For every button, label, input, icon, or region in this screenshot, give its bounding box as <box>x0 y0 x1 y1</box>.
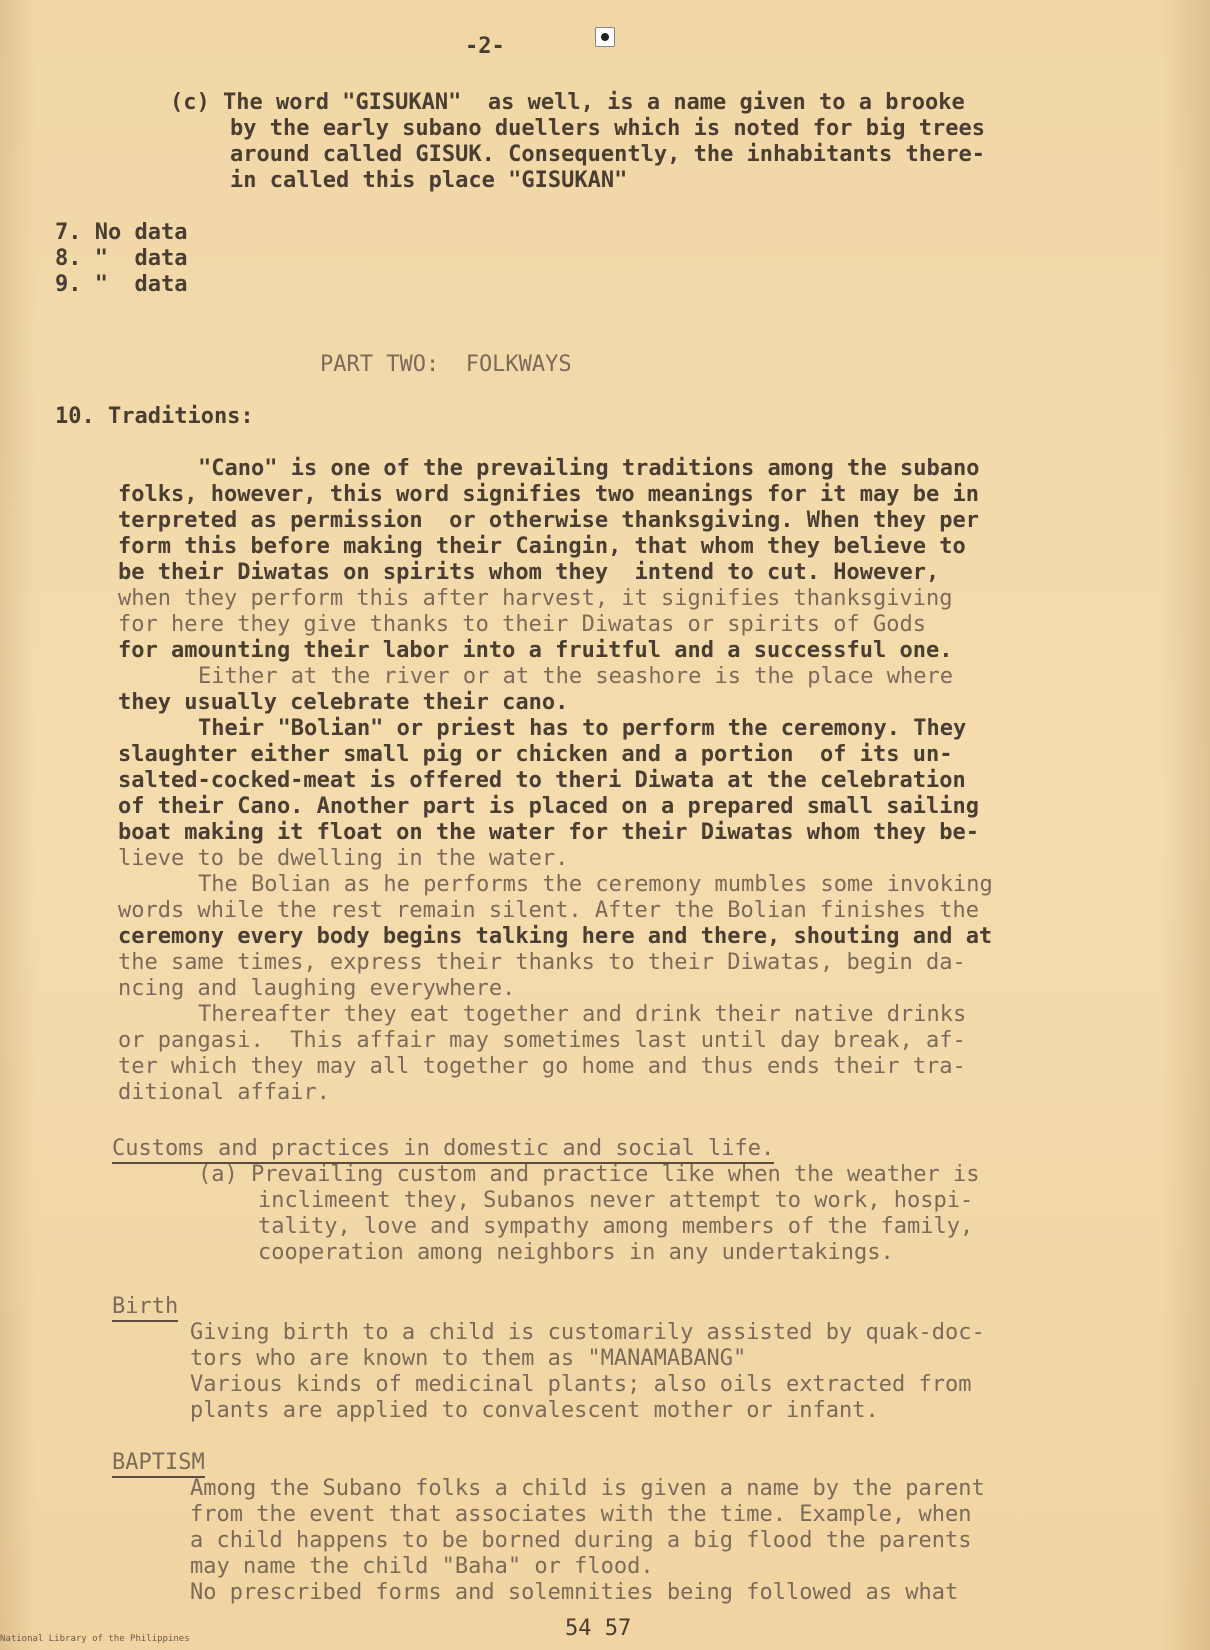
customs-line-1: (a) Prevailing custom and practice like when the weather is <box>198 1162 980 1187</box>
traditions-line-14: of their Cano. Another part is placed on a prepared small sailing <box>118 794 979 819</box>
traditions-line-24: ter which they may all together go home and thus ends their tra- <box>118 1054 966 1079</box>
traditions-line-23: or pangasi. This affair may sometimes last until day break, af- <box>118 1028 966 1053</box>
customs-line-4: cooperation among neighbors in any undertakings. <box>258 1240 894 1265</box>
birth-line-1: Giving birth to a child is customarily assisted by quak-doc- <box>190 1320 985 1345</box>
traditions-line-18: words while the rest remain silent. After the Bolian finishes the <box>118 898 979 923</box>
traditions-line-21: ncing and laughing everywhere. <box>118 976 516 1001</box>
traditions-line-19: ceremony every body begins talking here and there, shouting and at <box>118 924 993 949</box>
baptism-line-4: may name the child "Baha" or flood. <box>190 1554 654 1579</box>
birth-line-3: Various kinds of medicinal plants; also oils extracted from <box>190 1372 972 1397</box>
traditions-heading: 10. Traditions: <box>55 404 254 429</box>
section-c-line-3: around called GISUK. Consequently, the inhabitants there- <box>230 142 985 167</box>
traditions-line-6: when they perform this after harvest, it signifies thanksgiving <box>118 586 953 611</box>
baptism-heading: BAPTISM <box>112 1450 205 1478</box>
traditions-line-5: be their Diwatas on spirits whom they intend to cut. However, <box>118 560 940 585</box>
baptism-line-5: No prescribed forms and solemnities being followed as what <box>190 1580 959 1605</box>
section-c-line-2: by the early subano duellers which is noted for big trees <box>230 116 985 141</box>
customs-line-2: inclimeent they, Subanos never attempt to work, hospi- <box>258 1188 974 1213</box>
item-8: 8. " data <box>55 246 188 271</box>
traditions-line-9: Either at the river or at the seashore is the place where <box>198 664 953 689</box>
traditions-line-10: they usually celebrate their cano. <box>118 690 569 715</box>
traditions-line-7: for here they give thanks to their Diwatas or spirits of Gods <box>118 612 926 637</box>
traditions-line-8: for amounting their labor into a fruitful and a successful one. <box>118 638 953 663</box>
part-title: PART TWO: FOLKWAYS <box>320 352 572 377</box>
library-stamp: National Library of the Philippines <box>0 1634 190 1644</box>
birth-line-4: plants are applied to convalescent mother or infant. <box>190 1398 879 1423</box>
section-c-line-1: (c) The word "GISUKAN" as well, is a name given to a brooke <box>170 90 965 115</box>
page-number: -2- <box>465 34 505 59</box>
traditions-line-22: Thereafter they eat together and drink their native drinks <box>198 1002 967 1027</box>
traditions-line-3: terpreted as permission or otherwise thanksgiving. When they per <box>118 508 979 533</box>
traditions-line-20: the same times, express their thanks to their Diwatas, begin da- <box>118 950 966 975</box>
item-7: 7. No data <box>55 220 188 245</box>
traditions-line-25: ditional affair. <box>118 1080 330 1105</box>
traditions-line-11: Their "Bolian" or priest has to perform the ceremony. They <box>198 716 967 741</box>
traditions-line-13: salted-cocked-meat is offered to theri Diwata at the celebration <box>118 768 966 793</box>
baptism-line-3: a child happens to be borned during a big flood the parents <box>190 1528 972 1553</box>
birth-line-2: tors who are known to them as "MANAMABANG" <box>190 1346 747 1371</box>
baptism-line-2: from the event that associates with the time. Example, when <box>190 1502 972 1527</box>
customs-line-3: tality, love and sympathy among members of the family, <box>258 1214 974 1239</box>
traditions-line-17: The Bolian as he performs the ceremony mumbles some invoking <box>198 872 993 897</box>
section-c-line-4: in called this place "GISUKAN" <box>230 168 628 193</box>
birth-heading: Birth <box>112 1294 178 1322</box>
item-9: 9. " data <box>55 272 188 297</box>
traditions-line-1: "Cano" is one of the prevailing traditions among the subano <box>198 456 980 481</box>
customs-heading: Customs and practices in domestic and social life. <box>112 1136 774 1164</box>
page-marks: 54 57 <box>565 1616 632 1641</box>
traditions-line-12: slaughter either small pig or chicken and a portion of its un- <box>118 742 953 767</box>
traditions-line-2: folks, however, this word signifies two meanings for it may be in <box>118 482 979 507</box>
binder-hole-icon <box>595 27 615 47</box>
traditions-line-16: lieve to be dwelling in the water. <box>118 846 569 871</box>
traditions-line-15: boat making it float on the water for their Diwatas whom they be- <box>118 820 979 845</box>
traditions-line-4: form this before making their Caingin, that whom they believe to <box>118 534 966 559</box>
baptism-line-1: Among the Subano folks a child is given a name by the parent <box>190 1476 985 1501</box>
